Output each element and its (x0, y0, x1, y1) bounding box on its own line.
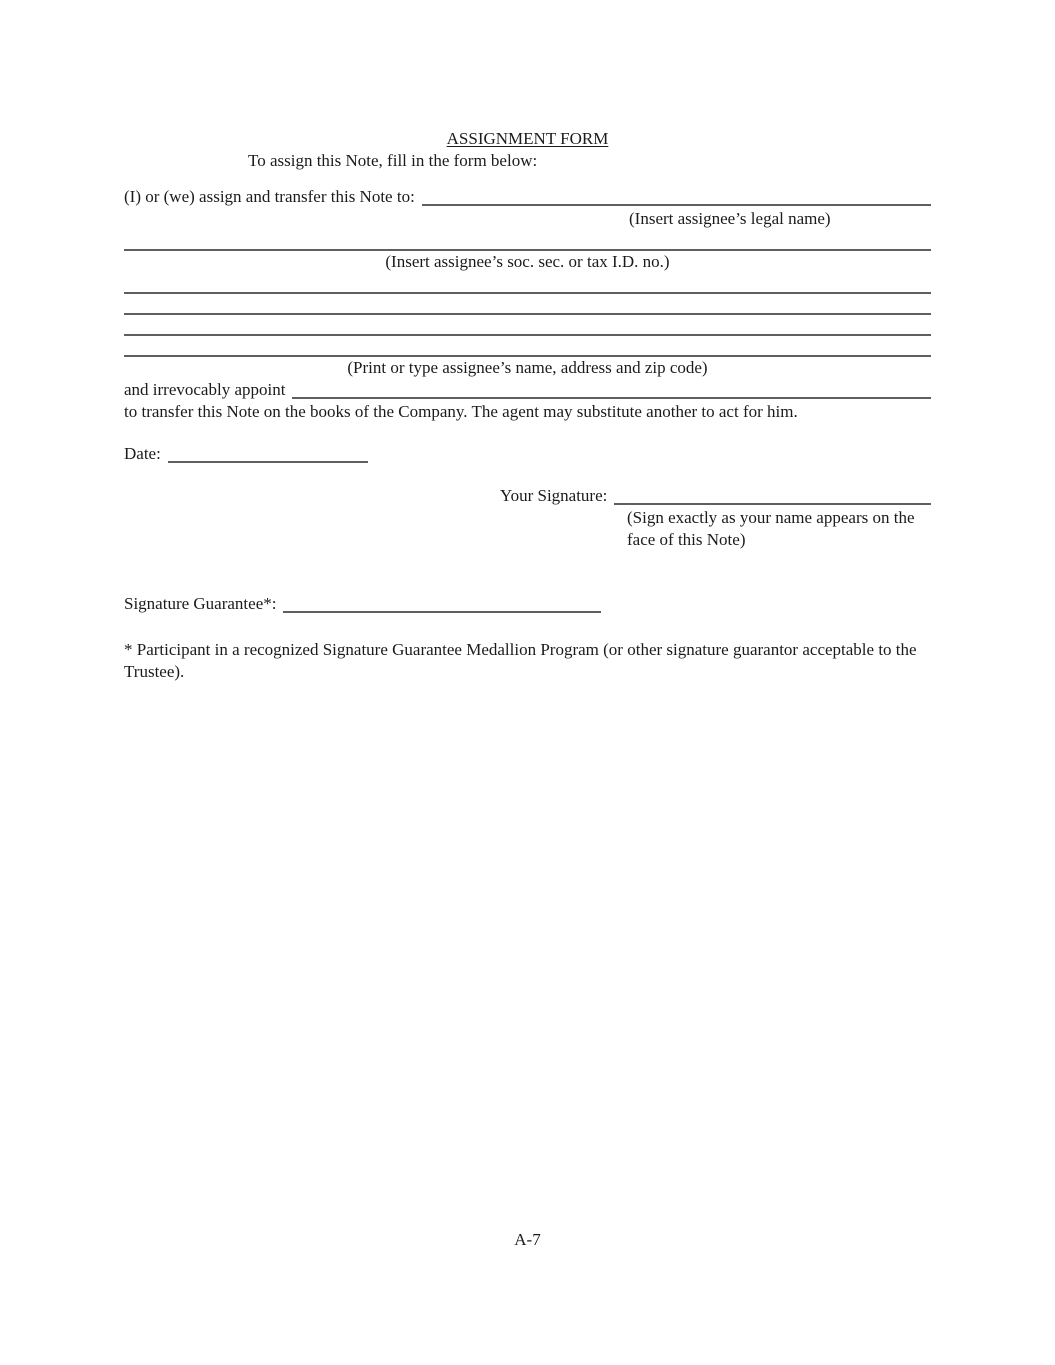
address-blank-1 (124, 273, 931, 294)
form-title (124, 128, 931, 150)
address-blank-3 (124, 315, 931, 336)
date-row (124, 443, 931, 465)
agent-name-blank (292, 379, 931, 399)
tax-id-caption: (Insert assignee’s soc. sec. or tax I.D. no.) (385, 252, 670, 271)
address-caption: (Print or type assignee’s name, address and zip code) (347, 358, 708, 377)
form-content (124, 128, 931, 683)
appoint-label: and irrevocably appoint (124, 380, 286, 399)
guarantee-row (124, 593, 931, 615)
tax-id-blank (124, 230, 931, 251)
footnote-text: * Participant in a recognized Signature Guarantee Medallion Program (or other signature guarantor acceptable to the Trustee). (124, 640, 917, 681)
transfer-text: to transfer this Note on the books of the Company. The agent may substitute another to act for him. (124, 402, 798, 421)
assign-to-row (124, 186, 931, 208)
page-number: A-7 (514, 1230, 541, 1249)
address-blank-2 (124, 294, 931, 315)
form-title-text: ASSIGNMENT FORM (446, 129, 609, 148)
assignee-name-blank (422, 186, 931, 206)
intro-text: To assign this Note, fill in the form below: (248, 151, 538, 170)
assign-to-label: (I) or (we) assign and transfer this Note to: (124, 187, 415, 206)
guarantee-blank (283, 593, 601, 613)
date-label: Date: (124, 444, 161, 463)
address-blank-4 (124, 336, 931, 357)
signature-instruction: (Sign exactly as your name appears on the face of this Note) (627, 508, 915, 549)
legal-name-caption: (Insert assignee’s legal name) (629, 209, 831, 228)
guarantee-label: Signature Guarantee*: (124, 594, 277, 613)
signature-row (500, 485, 931, 507)
appoint-row (124, 379, 931, 401)
signature-label: Your Signature: (500, 486, 608, 505)
signature-blank (614, 485, 931, 505)
date-blank (168, 443, 368, 463)
